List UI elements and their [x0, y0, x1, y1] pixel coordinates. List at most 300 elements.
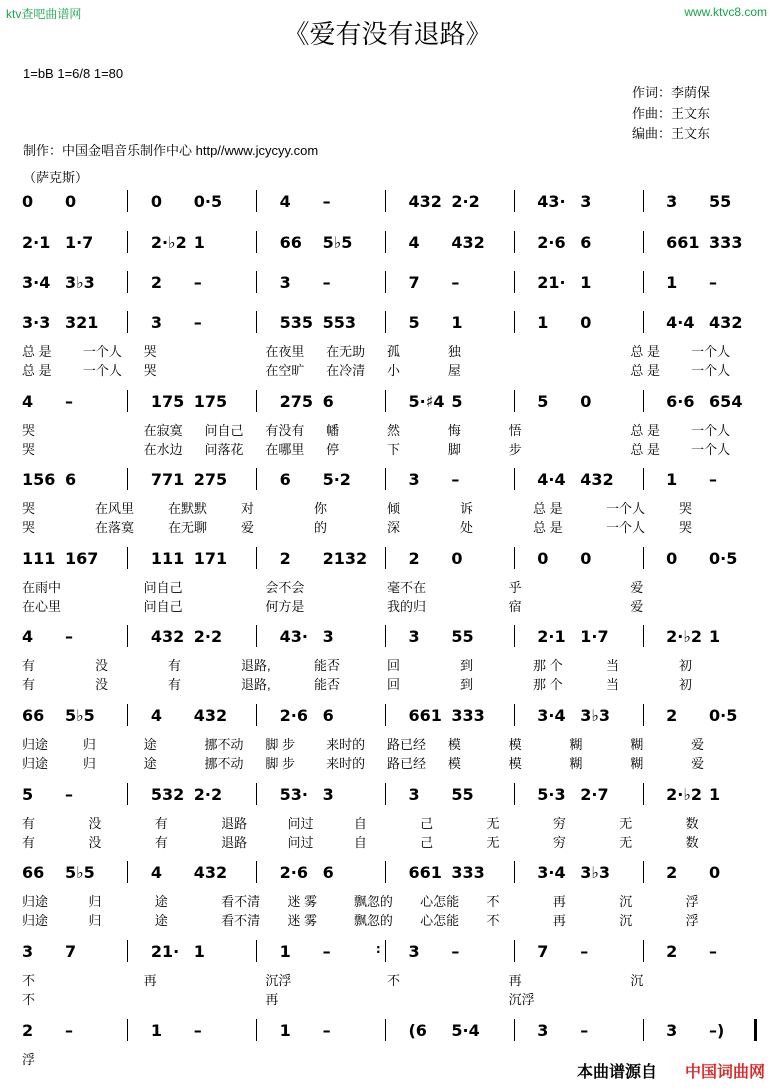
barline — [385, 783, 386, 805]
lyric-word: 数 — [685, 835, 699, 850]
lyric-word: 浮 — [22, 1052, 36, 1067]
lyric-word: 退路, — [241, 658, 271, 673]
note: 4·4 — [537, 470, 566, 489]
lyric-word: 你 — [314, 501, 328, 516]
notation-row — [0, 863, 775, 885]
lyric-word: 糊 — [630, 756, 644, 771]
note: 275 — [193, 470, 228, 489]
note: 5♭5 — [322, 233, 353, 252]
lyric-word: 在冷清 — [326, 363, 366, 378]
note: 0 — [22, 192, 34, 211]
lyric-word: 到 — [460, 658, 474, 673]
lyric-word: 迷 雾 — [287, 894, 318, 909]
note: 3 — [408, 785, 420, 804]
barline — [643, 547, 644, 569]
lyric-word: 己 — [420, 816, 434, 831]
footer-site: 中国词曲网 — [684, 1064, 765, 1081]
note: 3·3 — [22, 313, 51, 332]
lyric-word: 数 — [685, 816, 699, 831]
lyric-word: 问自己 — [143, 599, 183, 614]
note: 432 — [193, 706, 228, 725]
lyric-word: 哭 — [22, 442, 36, 457]
lyric-word: 再 — [143, 973, 157, 988]
lyric-word: 然 — [387, 423, 401, 438]
lyric-word: 再 — [552, 913, 566, 928]
lyric-word: 悟 — [508, 423, 522, 438]
lyric-word: 路已经 — [387, 737, 427, 752]
note: 4 — [279, 192, 291, 211]
note: 3·4 — [537, 706, 566, 725]
note: 66 — [279, 233, 302, 252]
lyric-word: 退路, — [241, 677, 271, 692]
notation-row — [0, 549, 775, 571]
lyric-word: 对 — [241, 501, 255, 516]
barline — [643, 1019, 644, 1041]
note: 3 — [408, 470, 420, 489]
note: 1 — [666, 273, 678, 292]
note: 1 — [709, 785, 721, 804]
barline — [643, 231, 644, 253]
key-signature: 1=bB 1=6/8 1=80 — [23, 66, 124, 81]
barline — [514, 625, 515, 647]
barline — [385, 311, 386, 333]
lyric-word: 问自己 — [143, 580, 183, 595]
final-barline — [754, 1019, 757, 1041]
lyric-word: 那 个 — [533, 658, 563, 673]
lyric-word: 爱 — [691, 737, 705, 752]
barline — [256, 190, 257, 212]
footer-source: 本曲谱源自 — [576, 1064, 657, 1081]
notation-row — [0, 192, 775, 214]
lyric-word: 幡 — [326, 423, 340, 438]
lyric-word: 无 — [619, 816, 633, 831]
lyric-word: 屋 — [447, 363, 461, 378]
note: 6 — [322, 706, 334, 725]
note: 333 — [451, 706, 485, 725]
lyric-word: 归途 — [22, 737, 49, 752]
barline — [385, 190, 386, 212]
lyric-word: 有 — [168, 658, 182, 673]
lyricist-credit: 作词：李荫保 — [632, 85, 711, 100]
note: 21· — [537, 273, 566, 292]
lyric-word: 一个人 — [691, 344, 731, 359]
barline — [643, 468, 644, 490]
lyric-word: 一个人 — [691, 442, 731, 457]
note: 0 — [537, 549, 549, 568]
instrument-label: （萨克斯） — [23, 170, 89, 185]
note: – — [64, 1021, 73, 1040]
lyric-word: 浮 — [685, 894, 699, 909]
lyric-word: 再 — [265, 992, 279, 1007]
note: – — [322, 942, 331, 961]
note: 2·6 — [279, 863, 308, 882]
lyric-line — [0, 753, 775, 771]
lyric-word: 穷 — [552, 835, 566, 850]
note: 0·5 — [193, 192, 223, 211]
lyric-word: 问过 — [287, 816, 314, 831]
note: – — [193, 273, 202, 292]
note: 1 — [279, 1021, 291, 1040]
note: 432 — [193, 863, 228, 882]
note: 4 — [150, 863, 162, 882]
lyric-word: 问落花 — [204, 442, 244, 457]
lyric-word: 有 — [22, 677, 36, 692]
lyric-word: 归 — [82, 737, 96, 752]
lyric-word: 哭 — [143, 363, 157, 378]
lyric-word: 能否 — [314, 677, 341, 692]
song-title: 《爱有没有退路》 — [283, 19, 492, 49]
note: 2 — [22, 1021, 34, 1040]
lyric-word: 归 — [82, 756, 96, 771]
note: – — [709, 942, 718, 961]
lyric-word: 归途 — [22, 756, 49, 771]
lyric-word: 模 — [447, 756, 461, 771]
lyric-word: 悔 — [447, 423, 461, 438]
note: 4 — [150, 706, 162, 725]
barline — [127, 940, 128, 962]
barline — [127, 231, 128, 253]
note: 3 — [150, 313, 162, 332]
lyric-word: 沉 — [619, 894, 633, 909]
lyric-word: 脚 — [447, 442, 461, 457]
lyric-word: 乎 — [508, 580, 522, 595]
lyric-word: 在无助 — [326, 344, 366, 359]
note: – — [193, 313, 202, 332]
note: 21· — [150, 942, 180, 961]
note: – — [64, 627, 73, 646]
note: 333 — [451, 863, 485, 882]
note: 661 — [408, 706, 442, 725]
note: 333 — [709, 233, 743, 252]
note: 5·4 — [451, 1021, 480, 1040]
note: 6 — [322, 392, 334, 411]
barline — [514, 271, 515, 293]
barline — [127, 625, 128, 647]
note: 432 — [150, 627, 185, 646]
lyric-word: 归 — [88, 913, 102, 928]
note: –) — [709, 1021, 725, 1040]
lyric-word: 深 — [387, 520, 401, 535]
note: 1 — [580, 273, 592, 292]
lyric-word: 在落寞 — [95, 520, 135, 535]
note: 5·♯4 — [408, 392, 445, 411]
note: 43· — [279, 627, 308, 646]
lyric-word: 总 是 — [533, 501, 563, 516]
note: 0·5 — [709, 706, 738, 725]
note: – — [451, 273, 460, 292]
lyric-line — [0, 439, 775, 457]
note: 3 — [666, 192, 678, 211]
lyric-word: 回 — [387, 658, 401, 673]
note: 2·1 — [22, 233, 51, 252]
lyric-word: 会不会 — [265, 580, 305, 595]
lyric-word: 不 — [486, 913, 500, 928]
lyric-word: 爱 — [630, 580, 644, 595]
note: 6 — [279, 470, 291, 489]
lyric-line — [0, 891, 775, 909]
note: 3♭3 — [580, 706, 611, 725]
note: 654 — [709, 392, 743, 411]
note: 111 — [150, 549, 185, 568]
note: 1 — [537, 313, 549, 332]
note: 5·2 — [322, 470, 351, 489]
note: 43· — [537, 192, 566, 211]
lyric-word: 沉浮 — [265, 973, 292, 988]
lyric-word: 模 — [447, 737, 461, 752]
note: 3 — [666, 1021, 678, 1040]
note: 532 — [150, 785, 185, 804]
note: 171 — [193, 549, 228, 568]
lyric-word: 心怎能 — [420, 913, 460, 928]
note: 175 — [150, 392, 185, 411]
barline — [514, 468, 515, 490]
note: 5 — [537, 392, 549, 411]
lyric-word: 哭 — [22, 423, 36, 438]
lyric-word: 那 个 — [533, 677, 563, 692]
lyric-word: 无 — [619, 835, 633, 850]
lyric-word: 初 — [679, 658, 693, 673]
lyric-word: 有 — [154, 816, 168, 831]
barline — [514, 390, 515, 412]
notation-row — [0, 233, 775, 255]
lyric-word: 倾 — [387, 501, 401, 516]
lyric-word: 总 是 — [630, 423, 660, 438]
note: 4·4 — [666, 313, 695, 332]
lyric-word: 爱 — [241, 520, 255, 535]
lyric-word: 自 — [353, 835, 367, 850]
note: 661 — [408, 863, 442, 882]
note: – — [64, 785, 73, 804]
note: 3♭3 — [580, 863, 611, 882]
note: 1 — [150, 1021, 162, 1040]
lyric-word: 不 — [387, 973, 401, 988]
note: 432 — [408, 192, 442, 211]
note: – — [322, 1021, 331, 1040]
lyric-line — [0, 360, 775, 378]
note: 3 — [537, 1021, 549, 1040]
lyric-word: 无 — [486, 835, 500, 850]
barline — [514, 311, 515, 333]
lyric-word: 有没有 — [265, 423, 305, 438]
barline — [256, 547, 257, 569]
lyric-word: 总 是 — [630, 344, 660, 359]
barline — [385, 271, 386, 293]
barline — [127, 783, 128, 805]
lyric-word: 有 — [168, 677, 182, 692]
note: 6 — [64, 470, 77, 489]
lyric-word: 穷 — [552, 816, 566, 831]
lyric-line — [0, 970, 775, 988]
note: 0 — [150, 192, 162, 211]
lyric-word: 没 — [95, 658, 109, 673]
note: 6 — [580, 233, 592, 252]
barline — [643, 390, 644, 412]
lyric-word: 哭 — [22, 501, 36, 516]
barline — [256, 311, 257, 333]
note: 321 — [64, 313, 99, 332]
lyric-word: 脚 步 — [265, 737, 295, 752]
lyric-word: 途 — [143, 756, 157, 771]
note: 2·2 — [451, 192, 480, 211]
note: 3 — [22, 942, 34, 961]
note: 1 — [451, 313, 463, 332]
lyric-word: 哭 — [143, 344, 157, 359]
note: – — [451, 470, 460, 489]
note: 3·4 — [537, 863, 566, 882]
lyric-word: 爱 — [630, 599, 644, 614]
lyric-word: 一个人 — [691, 363, 731, 378]
barline — [514, 190, 515, 212]
note: 2 — [666, 863, 678, 882]
note: 1 — [193, 233, 205, 252]
lyric-word: 路已经 — [387, 756, 427, 771]
lyric-word: 归途 — [22, 913, 49, 928]
notation-row — [0, 785, 775, 807]
note: 3·4 — [22, 273, 51, 292]
lyric-word: 何方是 — [265, 599, 305, 614]
lyric-word: 在雨中 — [22, 580, 62, 595]
note: 0 — [709, 863, 721, 882]
lyric-word: 再 — [508, 973, 522, 988]
lyric-word: 总 是 — [630, 442, 660, 457]
lyric-word: 处 — [460, 520, 474, 535]
producer-credit: 制作：中国金唱音乐制作中心 http//www.jcycyy.com — [23, 143, 319, 158]
lyric-word: 挪不动 — [204, 737, 244, 752]
note: 7 — [64, 942, 77, 961]
note: 432 — [580, 470, 614, 489]
note: 5 — [451, 392, 463, 411]
lyric-word: 当 — [606, 658, 620, 673]
lyric-word: 当 — [606, 677, 620, 692]
note: – — [580, 1021, 589, 1040]
lyric-word: 途 — [154, 913, 168, 928]
lyric-word: 无 — [486, 816, 500, 831]
lyric-word: 总 是 — [22, 344, 52, 359]
note: 66 — [22, 706, 45, 725]
notation-row — [0, 392, 775, 414]
site-watermark-right: www.ktvc8.com — [684, 5, 767, 19]
lyric-word: 沉 — [630, 973, 644, 988]
note: 1 — [666, 470, 678, 489]
note: 1·7 — [580, 627, 609, 646]
lyric-word: 在默默 — [168, 501, 208, 516]
lyric-word: 一个人 — [82, 363, 122, 378]
note: 53· — [279, 785, 308, 804]
lyric-word: 能否 — [314, 658, 341, 673]
note: 2·2 — [193, 785, 223, 804]
lyric-line — [0, 832, 775, 850]
lyric-word: 毫不在 — [387, 580, 427, 595]
lyric-word: 哭 — [679, 501, 693, 516]
note: 0 — [451, 549, 463, 568]
lyric-word: 步 — [508, 442, 522, 457]
note: 3 — [279, 273, 291, 292]
note: 1 — [193, 942, 205, 961]
note: 7 — [408, 273, 420, 292]
note: 3 — [322, 627, 334, 646]
lyric-word: 飘忽的 — [353, 894, 393, 909]
lyric-word: 挪不动 — [204, 756, 244, 771]
note: 175 — [193, 392, 228, 411]
lyric-word: 归途 — [22, 894, 49, 909]
barline — [256, 625, 257, 647]
note: 2 — [150, 273, 162, 292]
lyric-word: 有 — [154, 835, 168, 850]
lyric-word: 孤 — [387, 344, 401, 359]
lyric-word: 小 — [387, 363, 401, 378]
note: 6 — [322, 863, 334, 882]
lyric-word: 不 — [22, 973, 36, 988]
note: 3 — [408, 942, 420, 961]
lyric-word: 总 是 — [22, 363, 52, 378]
barline — [127, 547, 128, 569]
lyric-word: 在寂寞 — [143, 423, 183, 438]
note: 432 — [451, 233, 485, 252]
lyric-word: 糊 — [569, 756, 583, 771]
lyric-word: 看不清 — [221, 894, 261, 909]
note: 2·6 — [537, 233, 566, 252]
barline — [127, 271, 128, 293]
lyric-word: 己 — [420, 835, 434, 850]
note: 5·3 — [537, 785, 566, 804]
lyric-line — [0, 989, 775, 1007]
note: 0·5 — [709, 549, 738, 568]
note: 2·♭2 — [666, 627, 702, 646]
note: 2 — [408, 549, 420, 568]
note: 2 — [666, 942, 678, 961]
lyric-word: 在空旷 — [265, 363, 305, 378]
lyric-word: 一个人 — [691, 423, 731, 438]
note: 535 — [279, 313, 314, 332]
barline — [127, 1019, 128, 1041]
note: 1 — [279, 942, 291, 961]
lyric-word: 心怎能 — [420, 894, 460, 909]
barline — [385, 704, 386, 726]
lyric-line — [0, 734, 775, 752]
barline — [256, 390, 257, 412]
composer-credit: 作曲：王文东 — [632, 106, 711, 121]
lyric-word: 沉 — [619, 913, 633, 928]
lyric-word: 在无聊 — [168, 520, 208, 535]
lyric-word: 诉 — [460, 501, 474, 516]
notation-row — [0, 313, 775, 335]
lyric-word: 沉浮 — [508, 992, 535, 1007]
note: 167 — [64, 549, 99, 568]
barline — [643, 625, 644, 647]
lyric-word: 浮 — [685, 913, 699, 928]
note: 3 — [322, 785, 334, 804]
lyric-word: 一个人 — [606, 501, 646, 516]
barline — [127, 861, 128, 883]
lyric-word: 不 — [486, 894, 500, 909]
note: 5♭5 — [64, 863, 95, 882]
lyric-word: 哭 — [22, 520, 36, 535]
barline — [127, 704, 128, 726]
lyric-line — [0, 517, 775, 535]
note: 0 — [580, 549, 592, 568]
note: 275 — [279, 392, 314, 411]
note: – — [580, 942, 589, 961]
note: (6 — [408, 1021, 427, 1040]
note: 2132 — [322, 549, 368, 568]
lyric-line — [0, 420, 775, 438]
barline — [256, 783, 257, 805]
note: 553 — [322, 313, 356, 332]
lyric-word: 在夜里 — [265, 344, 305, 359]
lyric-line — [0, 1049, 775, 1067]
note: 0 — [580, 392, 592, 411]
lyric-word: 停 — [326, 442, 340, 457]
